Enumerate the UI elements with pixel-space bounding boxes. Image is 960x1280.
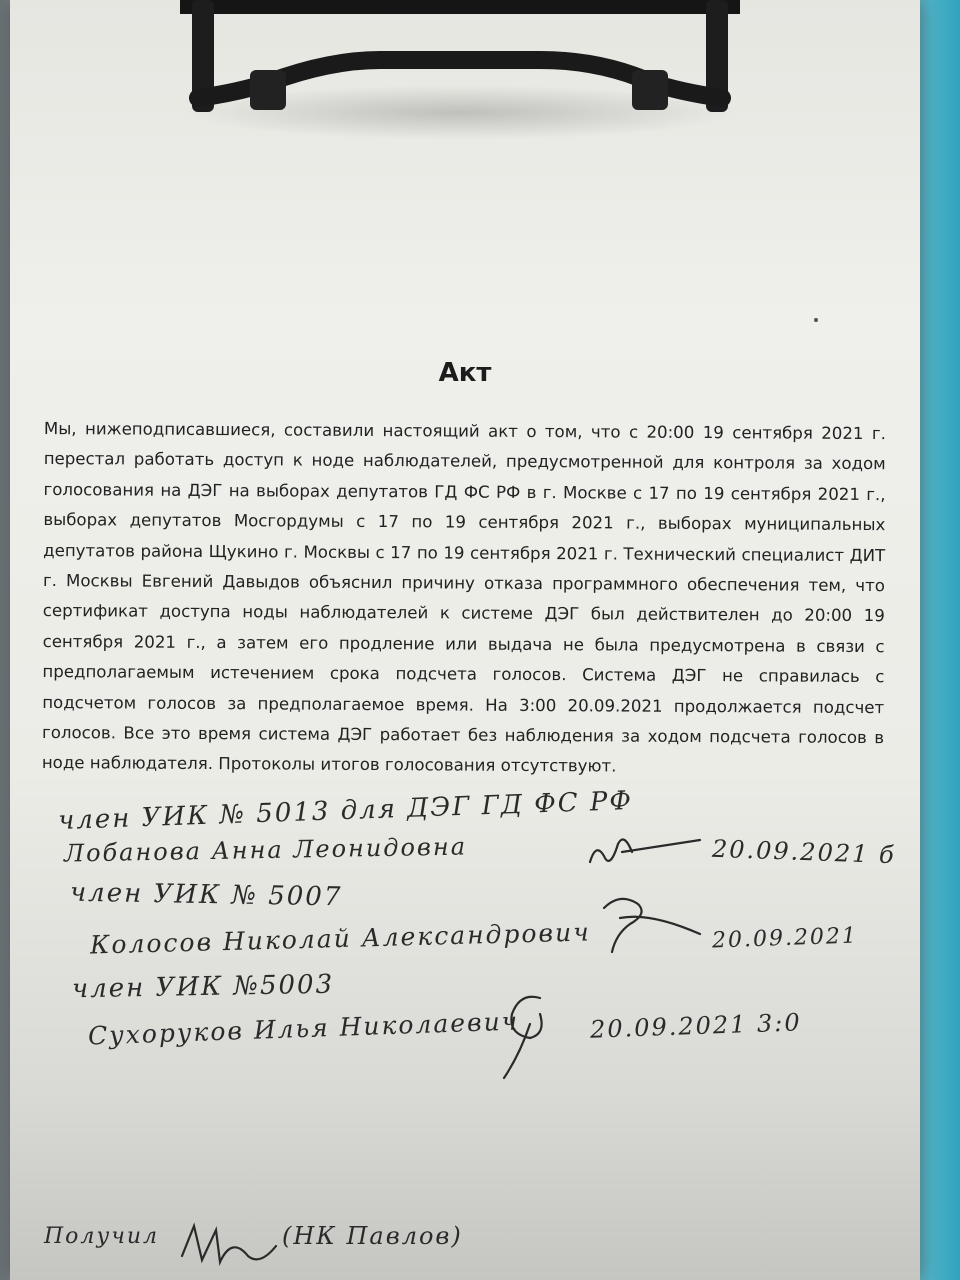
signer-3-date: 20.09.2021 3:0: [589, 1008, 803, 1044]
clipboard-clip-icon: [180, 0, 740, 130]
receipt-signature: [172, 1216, 282, 1272]
signer-1-date: 20.09.2021 б: [711, 834, 897, 870]
signer-1-name: Лобанова Анна Леонидовна: [63, 832, 468, 868]
signer-3-signature: [490, 984, 570, 1084]
signer-2-name: Колосов Николай Александрович: [89, 917, 592, 960]
document-body: Мы, нижеподписавшиеся, составили настоящий акт о том, что с 20:00 19 сентября 2021 г. перестал работать доступ к ноде наблюдателей, предусмотренной для контроля за ходом голосования на ДЭГ на выборах депутатов ГД ФС РФ в г. Москве с 17 по 19 сентября 2021 г., выборах депутатов Мосгордумы с 17 по 19 сентября 2021 г., выборах муниципальных депутатов района Щукино г. Москвы с 17 по 19 сентября 2021 г. Технический специалист ДИТ г. Москвы Евгений Давыдов объяснил причину отказа программного обеспечения тем, что сертификат доступа ноды наблюдателей к системе ДЭГ был действителен до 20:00 19 сентября 2021 г., а затем его продление или выдача не была предусмотрена в связи с предполагаемым истечением срока подсчета голосов. Система ДЭГ не справилась с подсчетом голосов за предполагаемое время. На 3:00 20.09.2021 продолжается подсчет голосов. Все это время система ДЭГ работает без наблюдения за ходом подсчета голосов в ноде наблюдателя. Протоколы итогов голосования отсутствуют.: [41, 418, 886, 776]
receipt-label: Получил: [44, 1224, 160, 1249]
document-title: Акт: [438, 358, 492, 388]
signer-2-role: член УИК № 5007: [69, 877, 343, 913]
signer-3-name: Сухоруков Илья Николаевич: [87, 1006, 520, 1051]
signer-2-signature: [590, 888, 710, 968]
signer-2-date: 20.09.2021: [711, 923, 859, 954]
signer-3-role: член УИК №5003: [71, 969, 335, 1005]
signer-1-signature: [582, 822, 712, 882]
paper-mark: [814, 318, 818, 322]
signer-1-role: член УИК № 5013 для ДЭГ ГД ФС РФ: [57, 785, 634, 837]
receipt-name: (НК Павлов): [282, 1222, 463, 1250]
